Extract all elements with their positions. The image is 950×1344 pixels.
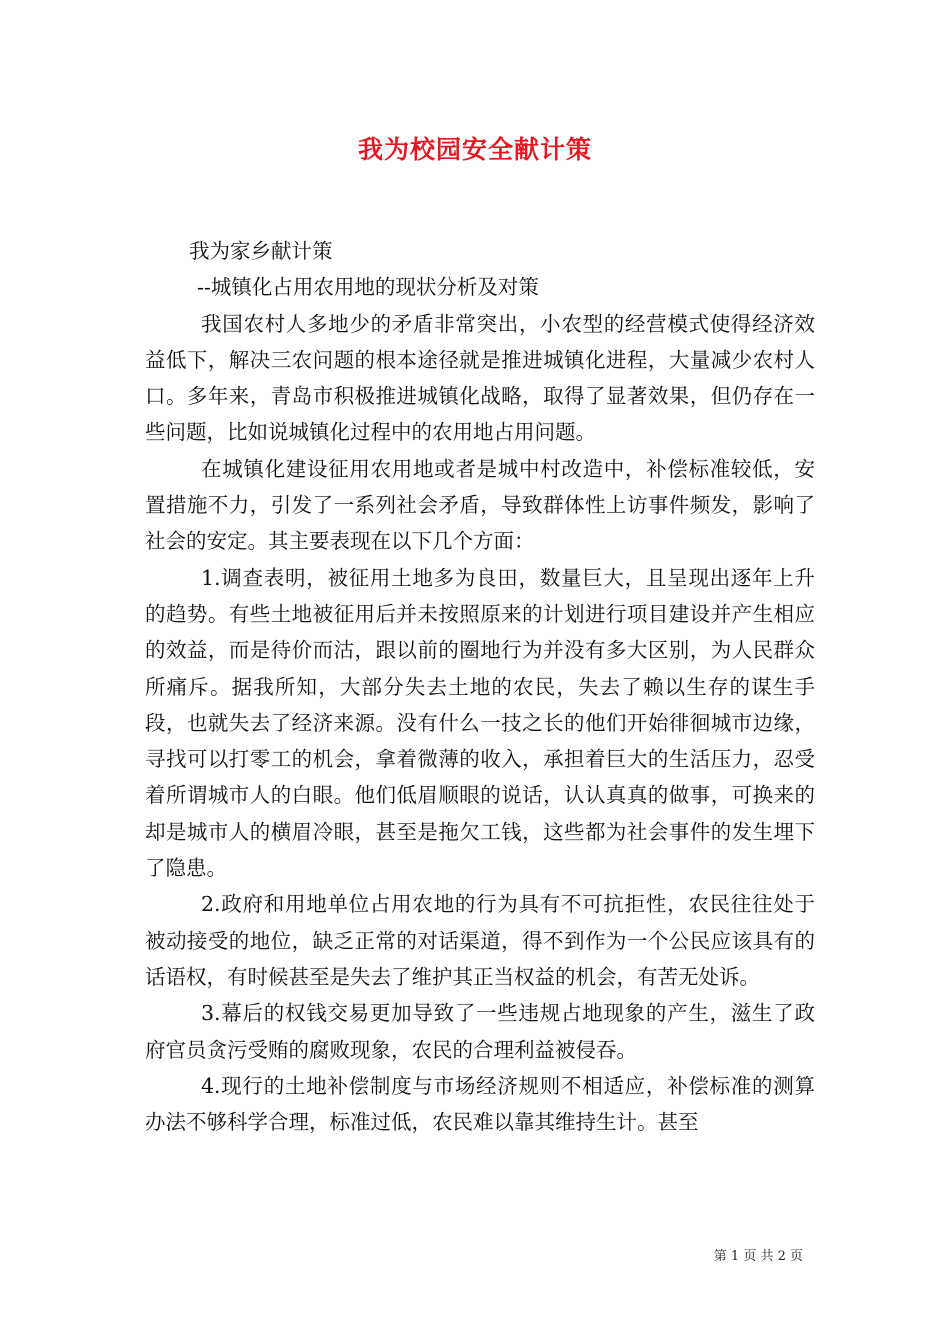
paragraph-4: 2.政府和用地单位占用农地的行为具有不可抗拒性，农民往往处于被动接受的地位，缺乏正常的对话渠道，得不到作为一个公民应该具有的话语权，有时候甚至是失去了维护其正当权益的机会，有苦无处诉。 — [145, 892, 815, 989]
page-number: 第 1 页 共 2 页 — [713, 1249, 803, 1264]
paragraph-5: 3.幕后的权钱交易更加导致了一些违规占地现象的产生，滋生了政府官员贪污受贿的腐败现象，农民的合理利益被侵吞。 — [145, 1001, 815, 1062]
paragraph-1: 我国农村人多地少的矛盾非常突出，小农型的经营模式使得经济效益低下，解决三农问题的根本途径就是推进城镇化进程，大量减少农村人口。多年来，青岛市积极推进城镇化战略，取得了显著效果，但仍存在一些问题，比如说城镇化过程中的农用地占用问题。 — [145, 311, 815, 445]
document-body — [145, 233, 815, 1140]
paragraph-6: 4.现行的土地补偿制度与市场经济规则不相适应，补偿标准的测算办法不够科学合理，标准过低，农民难以靠其维持生计。甚至 — [145, 1073, 815, 1135]
document-subtitle: 我为家乡献计策 — [189, 239, 333, 263]
paragraph-3: 1.调查表明，被征用土地多为良田，数量巨大，且呈现出逐年上升的趋势。有些土地被征用后并未按照原来的计划进行项目建设并产生相应的效益，而是待价而沽，跟以前的圈地行为并没有多大区别，为人民群众所痛斥。据我所知，大部分失去土地的农民，失去了赖以生存的谋生手段，也就失去了经济来源。没有什么一技之长的他们开始徘徊城市边缘，寻找可以打零工的机会，拿着微薄的收入，承担着巨大的生活压力，忍受着所谓城市人的白眼。他们低眉顺眼的说话，认认真真的做事，可换来的却是城市人的横眉冷眼，甚至是拖欠工钱，这些都为社会事件的发生埋下了隐患。 — [145, 565, 815, 881]
paragraph-2: 在城镇化建设征用农用地或者是城中村改造中，补偿标准较低，安置措施不力，引发了一系列社会矛盾，导致群体性上访事件频发，影响了社会的安定。其主要表现在以下几个方面： — [145, 456, 815, 554]
document-title: 我为校园安全献计策 — [357, 135, 592, 164]
document-subheading: --城镇化占用农用地的现状分析及对策 — [197, 275, 539, 300]
